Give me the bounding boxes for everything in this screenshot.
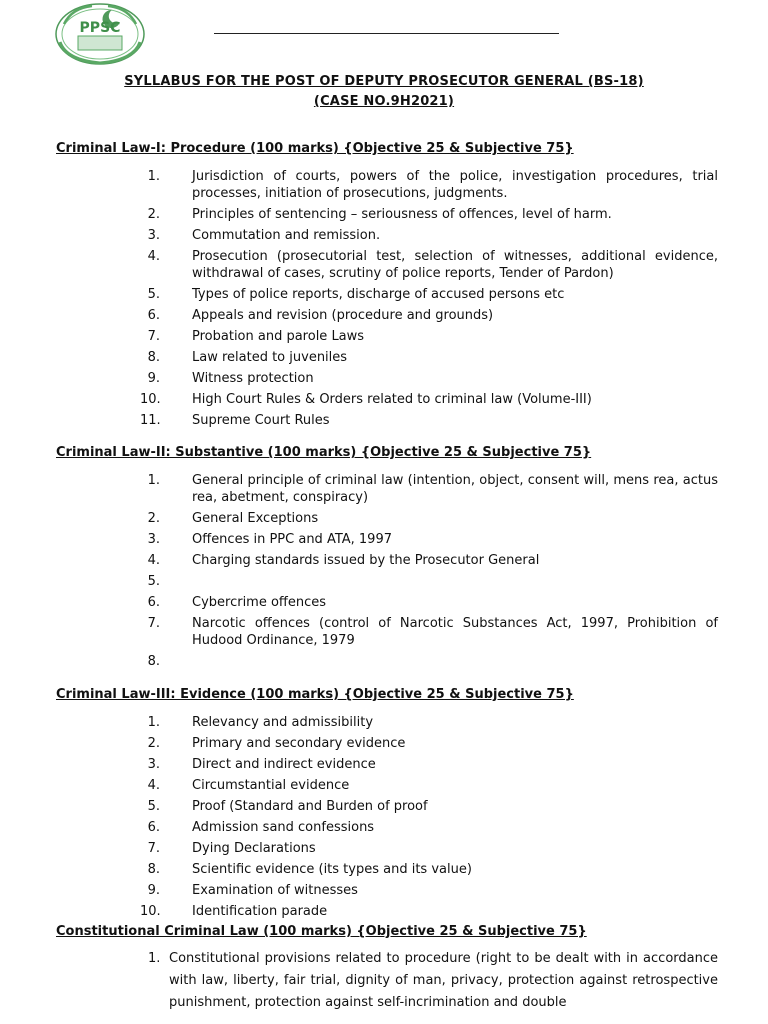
section-heading-evidence: Criminal Law-III: Evidence (100 marks) {Objective 25 & Subjective 75}: [56, 687, 574, 702]
signature-line: [214, 33, 559, 34]
ppsc-logo: [52, 2, 148, 66]
section-heading-procedure: Criminal Law-I: Procedure (100 marks) {Objective 25 & Subjective 75}: [56, 141, 574, 156]
case-number: (CASE NO.9H2021): [313, 94, 455, 109]
section-heading-constitutional: Constitutional Criminal Law (100 marks) {Objective 25 & Subjective 75}: [56, 924, 587, 939]
section-heading-substantive: Criminal Law-II: Substantive (100 marks) {Objective 25 & Subjective 75}: [56, 445, 592, 460]
page-title: SYLLABUS FOR THE POST OF DEPUTY PROSECUTOR GENERAL (BS-18): [124, 74, 644, 89]
logo-text: PPSC: [79, 20, 121, 36]
